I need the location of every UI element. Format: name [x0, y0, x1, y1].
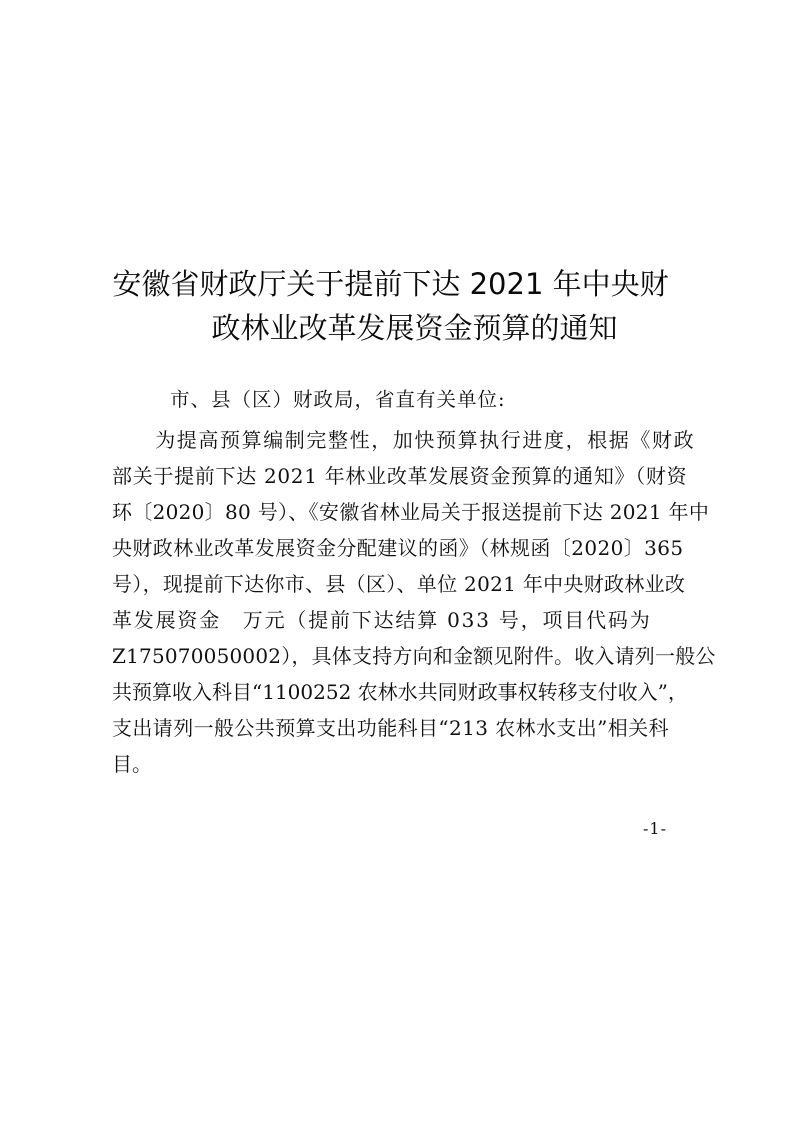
- body-paragraph: [112, 714, 702, 742]
- body-line: 央财政林业改革发展资金分配建议的函》（林规函〔2020〕365: [112, 536, 684, 560]
- body-line: 部关于提前下达 2021 年林业改革发展资金预算的通知》（财资: [112, 464, 688, 488]
- body-line: 革发展资金 万元（提前下达结算 033 号，项目代码为: [112, 608, 652, 632]
- body-line: 目。: [112, 752, 152, 776]
- body-paragraph: [112, 426, 702, 454]
- body-line: Z175070050002），具体支持方向和金额见附件。收入请列一般公: [112, 644, 716, 668]
- body-line: 支出请列一般公共预算支出功能科目“213 农林水支出”相关科: [112, 716, 669, 740]
- body-paragraph: [112, 750, 702, 778]
- body-paragraph: [112, 642, 716, 670]
- body-paragraph: [112, 534, 702, 562]
- body-line: 环〔2020〕80 号）、《安徽省林业局关于报送提前下达 2021 年中: [112, 500, 710, 524]
- document-title-line-2: 政林业改革发展资金预算的通知: [211, 311, 618, 345]
- body-line: 号），现提前下达你市、县（区）、单位 2021 年中央财政林业改: [112, 572, 686, 596]
- body-paragraph: [112, 678, 702, 706]
- body-paragraph: [112, 498, 710, 526]
- body-line: 共预算收入科目“1100252 农林水共同财政事权转移支付收入”，: [112, 680, 688, 704]
- body-line: 为提高预算编制完整性，加快预算执行进度，根据《财政: [112, 428, 696, 452]
- body-paragraph: [112, 606, 702, 634]
- document-title-line-1: 安徽省财政厅关于提前下达 2021 年中央财: [112, 267, 669, 301]
- page-number: -1-: [643, 819, 667, 838]
- body-paragraph: [112, 570, 702, 598]
- body-paragraph: [112, 462, 702, 490]
- salutation: 市、县（区）财政局，省直有关单位:: [170, 388, 506, 411]
